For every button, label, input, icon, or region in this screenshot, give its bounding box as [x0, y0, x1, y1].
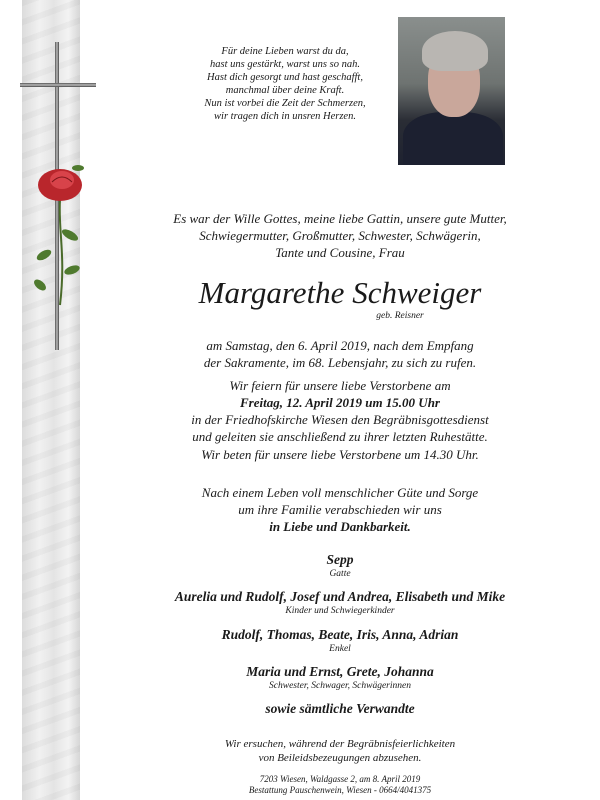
footer-undertaker: Bestattung Pauschenwein, Wiesen - 0664/4041375: [248, 785, 432, 795]
portrait-photo: [398, 17, 505, 165]
intro-line: Schwiegermutter, Großmutter, Schwester, Schwägerin,: [199, 228, 481, 243]
mourner-names: Sepp: [326, 552, 354, 567]
footer-address: 7203 Wiesen, Waldgasse 2, am 8. April 2019: [259, 774, 421, 784]
intro: [150, 210, 530, 261]
farewell-line: um ihre Familie verabschieden wir uns: [238, 502, 442, 517]
mourner-relation: Kinder und Schwiegerkinder: [285, 606, 395, 616]
death-line: am Samstag, den 6. April 2019, nach dem Empfang: [206, 338, 474, 353]
funeral-line: in der Friedhofskirche Wiesen den Begräbnisgottesdienst: [191, 412, 489, 427]
relatives: sowie sämtliche Verwandte: [265, 701, 415, 716]
mourner-relation: Schwester, Schwager, Schwägerinnen: [269, 681, 411, 691]
poem-line: Für deine Lieben warst du da,: [221, 46, 349, 57]
request-line: von Beileidsbezeugungen abzusehen.: [258, 752, 422, 764]
funeral-line: Wir feiern für unsere liebe Verstorbene am: [229, 378, 451, 393]
mourner-relation: Enkel: [329, 644, 351, 654]
funeral-info: [150, 377, 530, 445]
poem: [170, 45, 400, 123]
mourner-names: Rudolf, Thomas, Beate, Iris, Anna, Adrian: [221, 627, 459, 642]
poem-line: hast uns gestärkt, warst uns so nah.: [210, 59, 360, 70]
funeral-date: Freitag, 12. April 2019 um 15.00 Uhr: [240, 395, 440, 410]
request-line: Wir ersuchen, während der Begräbnisfeierlichkeiten: [224, 738, 456, 750]
marble-column: [22, 0, 80, 800]
cross-bar: [20, 83, 96, 87]
funeral-line: und geleiten sie anschließend zu ihrer letzten Ruhestätte.: [192, 429, 488, 444]
mourner-relation: Gatte: [329, 569, 351, 579]
intro-line: Es war der Wille Gottes, meine liebe Gattin, unsere gute Mutter,: [173, 211, 507, 226]
intro-line: Tante und Cousine, Frau: [275, 245, 405, 260]
mourner-names: Maria und Ernst, Grete, Johanna: [246, 664, 434, 679]
deceased-name: Margarethe Schweiger: [198, 275, 482, 310]
poem-line: Nun ist vorbei die Zeit der Schmerzen,: [204, 98, 366, 109]
death-line: der Sakramente, im 68. Lebensjahr, zu sich zu rufen.: [203, 355, 477, 370]
maiden-name: geb. Reisner: [376, 311, 424, 321]
rose-icon: [30, 160, 90, 310]
farewell-line: Nach einem Leben voll menschlicher Güte und Sorge: [201, 485, 479, 500]
poem-line: Hast dich gesorgt und hast geschafft,: [207, 72, 363, 83]
prayer-time: Wir beten für unsere liebe Verstorbene um 14.30 Uhr.: [201, 447, 479, 462]
farewell-line: in Liebe und Dankbarkeit.: [269, 519, 411, 534]
poem-line: wir tragen dich in unsren Herzen.: [214, 111, 356, 122]
mourner-names: Aurelia und Rudolf, Josef und Andrea, Elisabeth und Mike: [174, 589, 506, 604]
poem-line: manchmal über deine Kraft.: [225, 85, 345, 96]
